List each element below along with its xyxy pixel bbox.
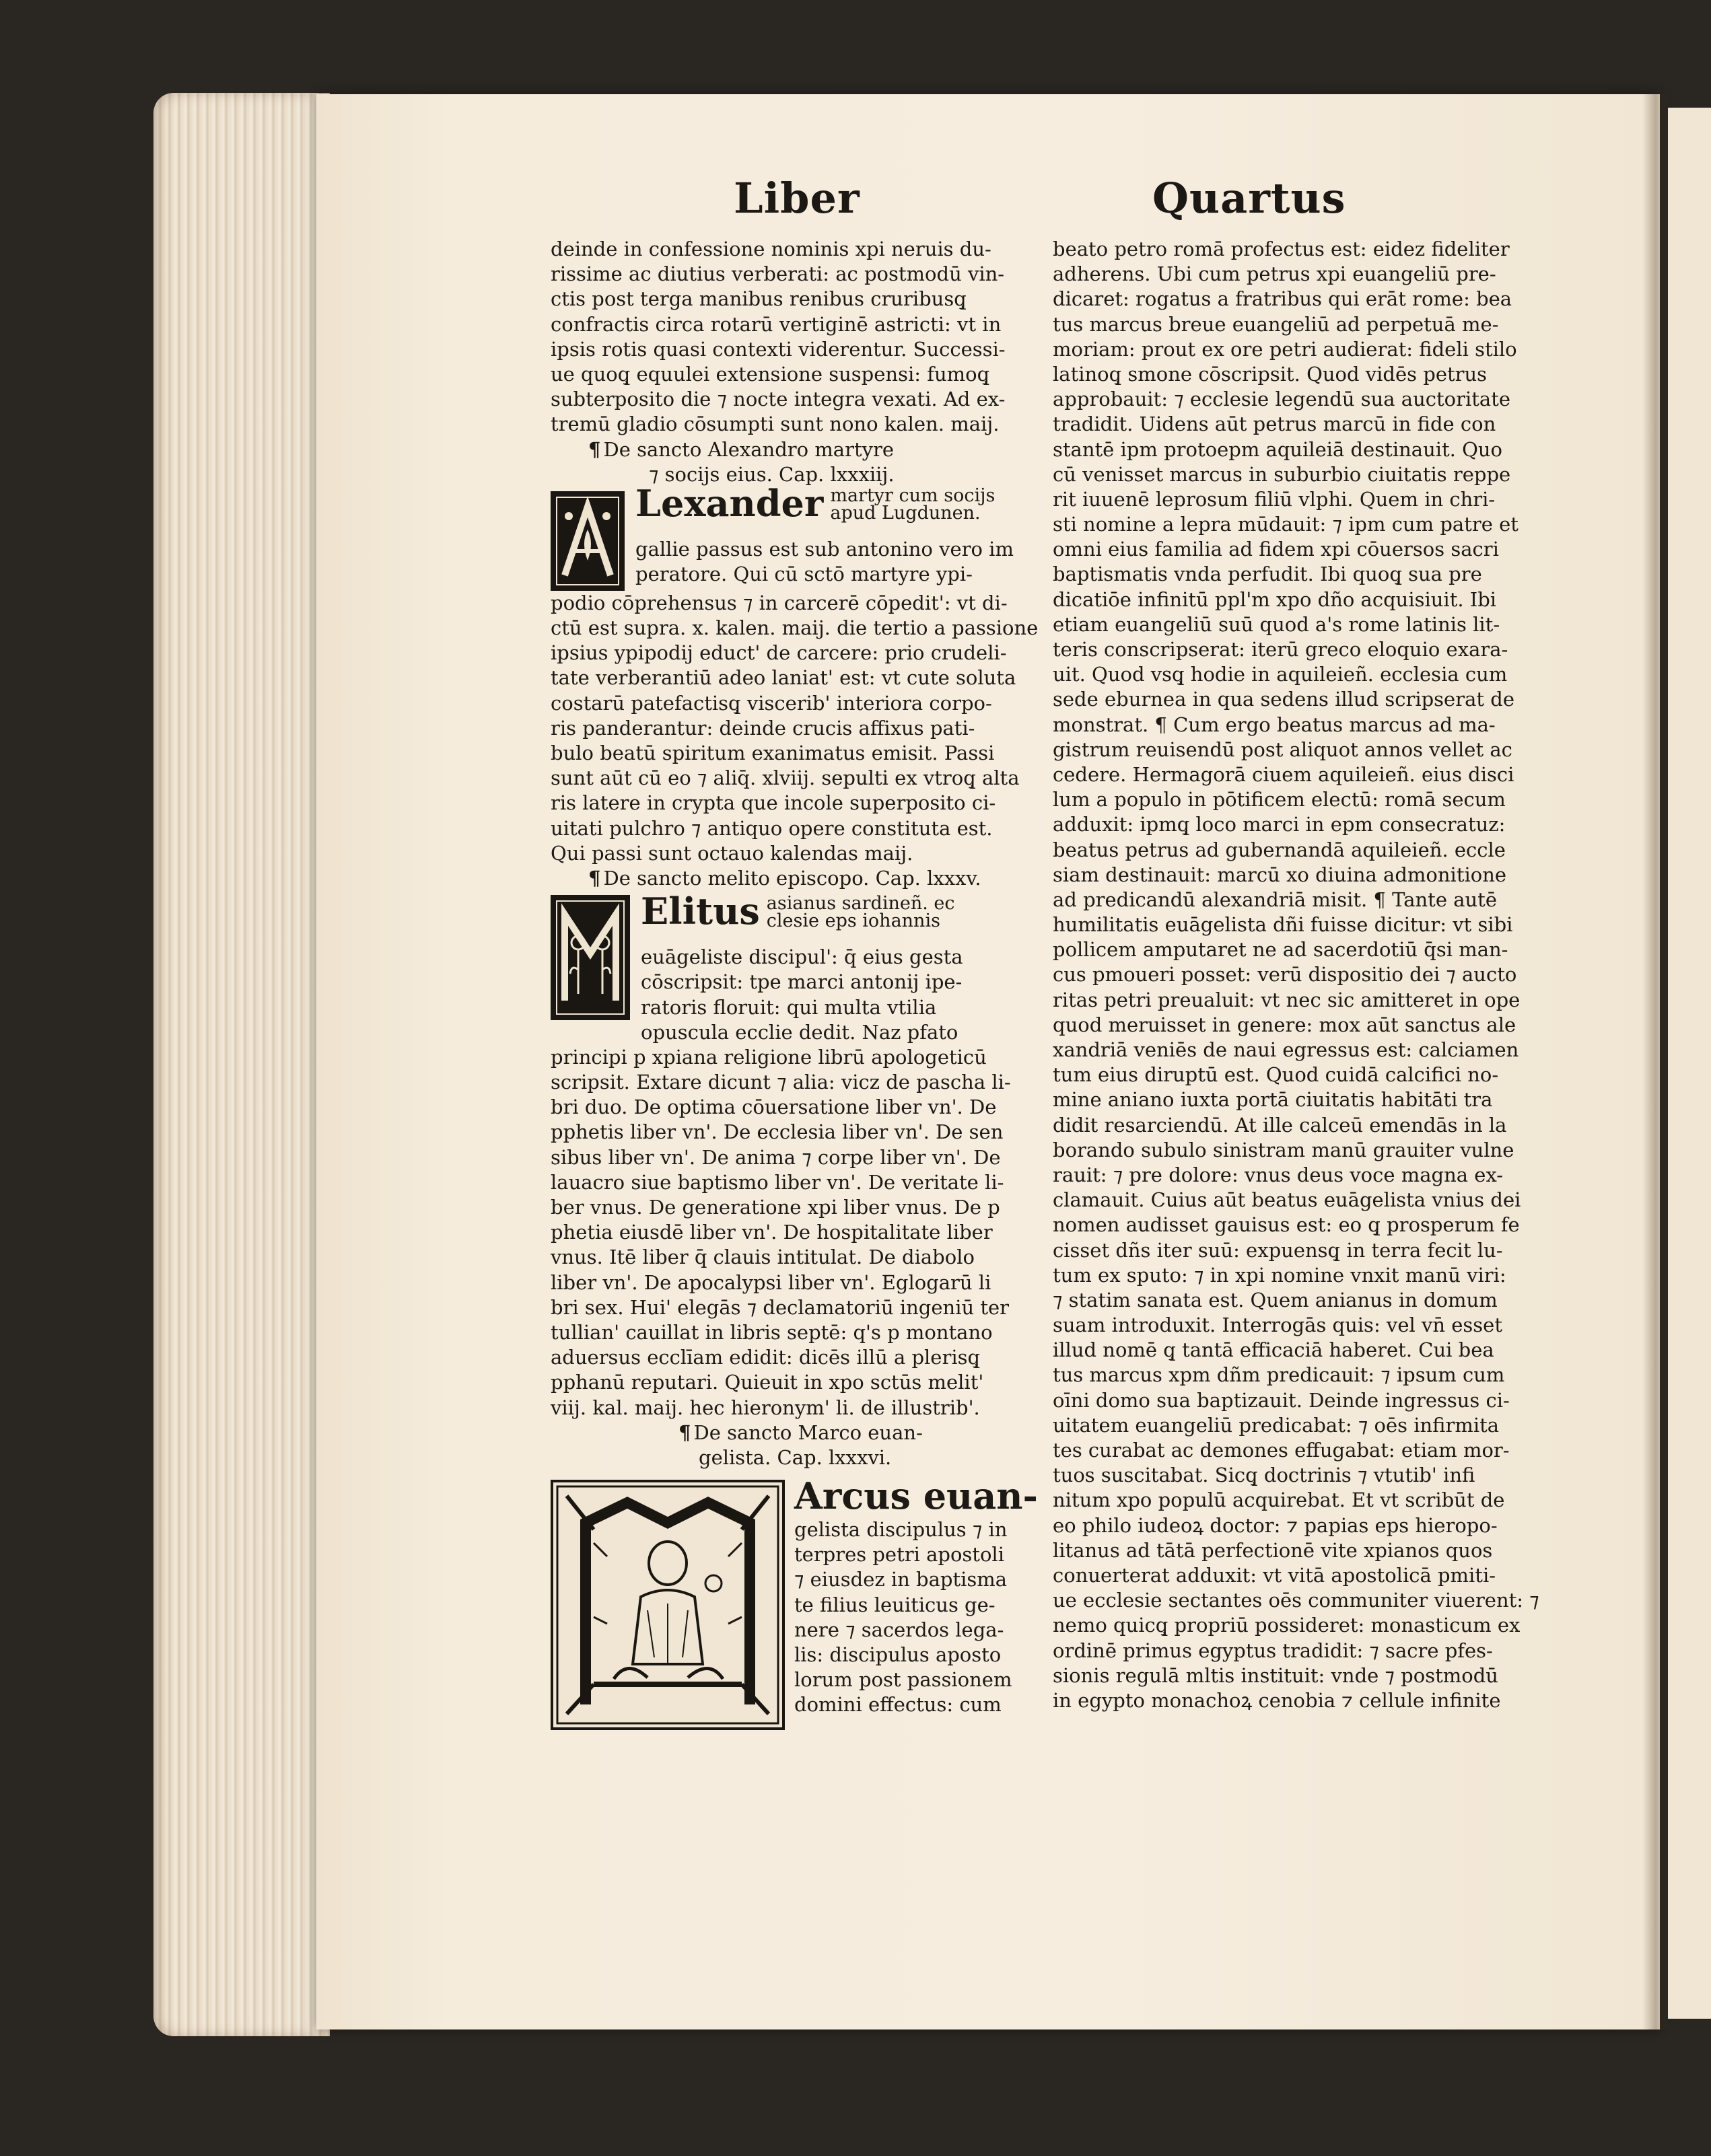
text-line: omni eius familia ad fidem xpi cōuersos sacri — [1053, 538, 1499, 561]
text-line: dicaret: rogatus a fratribus qui erāt rome: bea — [1053, 287, 1512, 311]
text-line: Qui passi sunt octauo kalendas maij. — [551, 841, 913, 865]
text-line: ordinē primus egyptus tradidit: ⁊ sacre pfes- — [1053, 1639, 1493, 1662]
text-line: pphanū reputari. Quieuit in xpo sctūs melit' — [551, 1371, 984, 1394]
text-line: gallie passus est sub antonino vero im — [635, 537, 1014, 561]
right-column — [1053, 237, 1591, 1713]
text-line: sede eburnea in qua sedens illud scripserat de — [1053, 688, 1514, 711]
text-line: vnus. Itē liber q̄ clauis intitulat. De diabolo — [551, 1246, 975, 1269]
text-line: monstrat. ¶ Cum ergo beatus marcus ad ma- — [1053, 713, 1496, 736]
text-line: terpres petri apostoli — [794, 1543, 1004, 1567]
woodcut-initial-m-evangelist-icon — [551, 1480, 785, 1730]
text-line: costarū patefactisq̧ viscerib' interiora corpo- — [551, 691, 992, 715]
text-line: illud nomē q̧ tantā efficaciā haberet. Cui bea — [1053, 1338, 1494, 1362]
text-line: clamauit. Cuius aūt beatus euāgelista vnius dei — [1053, 1188, 1521, 1212]
text-line: cisset dñs iter suū: expuensq̧ in terra fecit lu- — [1053, 1238, 1503, 1262]
text-line: ritas petri preualuit: vt nec sic amitteret in ope — [1053, 988, 1521, 1011]
text-line: nemo quicq̧ propriū possideret: monasticum ex — [1053, 1614, 1521, 1637]
text-line: sunt aūt cū eo ⁊ aliq̄. xlviij. sepulti ex vtroq̧ alta — [551, 766, 1020, 790]
text-line: eo philo iudeoꝝ doctor: ⁊ papias eps hieropo- — [1053, 1513, 1498, 1537]
text-line: ctū est supra. x. kalen. maij. die tertio a passione — [551, 616, 1039, 640]
text-line: viij. kal. maij. hec hieronym' li. de illustrib'. — [551, 1396, 980, 1419]
text-line: ber vnus. De generatione xpi liber vnus. De p — [551, 1196, 1000, 1219]
chapter-number: gelista. Cap. lxxxvi. — [699, 1445, 892, 1469]
text-line: sionis regulā mltis instituit: vnde ⁊ postmodū — [1053, 1663, 1498, 1687]
text-line: uitati pulchro ⁊ antiquo opere constituta est. — [551, 816, 993, 840]
chapter-number: ⁊ socijs eius. Cap. lxxxiij. — [649, 462, 895, 486]
left-column — [551, 237, 1063, 1730]
text-line: stantē ipm protoepm aquileiā destinauit. Quo — [1053, 437, 1503, 461]
text-line: lauacro siue baptismo liber vn'. De veritate li- — [551, 1170, 1004, 1194]
text-line: aduersus ecclīam edidit: dicēs illū a plerisq̧ — [551, 1346, 981, 1369]
chapter-rubric: ¶ De sancto melito episcopo. Cap. lxxxv. — [588, 866, 981, 890]
text-line: beatus petrus ad gubernandā aquileieñ. eccle — [1053, 838, 1506, 861]
text-line: subterposito die ⁊ nocte integra vexati. Ad ex- — [551, 388, 1006, 411]
text-line: confractis circa rotarū vertiginē astricti: vt in — [551, 312, 1002, 336]
running-head-left: Liber — [734, 174, 860, 223]
text-line: tremū gladio cōsumpti sunt nono kalen. maij. — [551, 412, 1000, 436]
text-line: cus pmoueri posset: verū dispositio dei ⁊ aucto — [1053, 963, 1517, 986]
text-line: approbauit: ⁊ ecclesie legendū sua auctoritate — [1053, 388, 1511, 411]
text-line: ratoris floruit: qui multa vtilia — [641, 995, 937, 1019]
text-line: bri duo. De optima cōuersatione liber vn'. De — [551, 1095, 997, 1119]
decorated-initial-a-icon — [551, 491, 625, 591]
text-line: tum ex sputo: ⁊ in xpi nomine vnxit manū viri: — [1053, 1263, 1506, 1287]
text-line: uit. Quod vsq̧ hodie in aquileieñ. ecclesia cum — [1053, 663, 1508, 686]
text-line: lum a populo in pōtificem electū: romā secum — [1053, 788, 1506, 812]
text-line: euāgeliste discipul': q̄ eius gesta — [641, 945, 963, 969]
text-line: uitatem euangeliū predicabat: ⁊ oēs infirmita — [1053, 1413, 1500, 1437]
text-line: beato petro romā profectus est: eidez fideliter — [1053, 238, 1510, 260]
text-line: principi p xpiana religione librū apologeticū — [551, 1045, 987, 1069]
text-line: etiam euangeliū suū quod a's rome latinis lit- — [1053, 612, 1500, 636]
text-line: oīni domo sua baptizauit. Deinde ingressus ci- — [1053, 1388, 1510, 1412]
pilcrow-icon: ¶ — [678, 1421, 691, 1444]
text-line: gelista discipulus ⁊ in — [794, 1518, 1008, 1542]
heading-continuation: clesie eps iohannis — [766, 910, 940, 932]
book-page-edges — [153, 93, 330, 2036]
text-line: in egypto monachoꝝ cenobia ⁊ cellule infinite — [1053, 1688, 1501, 1712]
text-line: tradidit. Uidens aūt petrus marcū in fide con — [1053, 412, 1496, 436]
decorated-initial-m-icon — [551, 895, 630, 1020]
text-line: phetia eiusdē liber vn'. De hospitalitate liber — [551, 1221, 993, 1244]
text-line: nitum xpo populū acquirebat. Et vt scribūt de — [1053, 1488, 1505, 1512]
text-line: didit resarciendū. At ille calceū emendās in la — [1053, 1113, 1507, 1137]
text-line: mine aniano iuxta portā ciuitatis habitāti tra — [1053, 1088, 1493, 1112]
text-line: opuscula ecclie dedit. Naz pfato — [641, 1020, 958, 1044]
text-line: scripsit. Extare dicunt ⁊ alia: vicz de pascha li- — [551, 1071, 1011, 1094]
text-line: teris conscripserat: iterū greco eloquio exara- — [1053, 638, 1508, 661]
alexander-section — [551, 481, 1063, 591]
text-line: borando subulo sinistram manū grauiter vulne — [1053, 1138, 1514, 1161]
text-line: cedere. Hermagorā ciuem aquileieñ. eius disci — [1053, 762, 1514, 786]
chapter-rubric: ¶ De sancto Marco euan- — [678, 1421, 923, 1444]
text-line: pphetis liber vn'. De ecclesia liber vn'. De sen — [551, 1120, 1004, 1144]
text-line: rit iuuenē leprosum filiū vlphi. Quem in chri- — [1053, 487, 1496, 511]
text-line: tuos suscitabat. Sicq̧ doctrinis ⁊ vtutib' infi — [1053, 1464, 1475, 1487]
text-line: te filius leuiticus ge- — [794, 1593, 996, 1616]
text-line: ris panderantur: deinde crucis affixus pati- — [551, 716, 975, 740]
text-line: peratore. Qui cū sctō martyre ypi- — [635, 563, 973, 586]
text-line: rauit: ⁊ pre dolore: vnus deus voce magna ex- — [1053, 1163, 1504, 1186]
text-line: humilitatis euāgelista dñi fuisse dicitur: vt sibi — [1053, 913, 1513, 937]
text-line: dicatiōe infinitū ppl'm xpo dño acquisiuit. Ibi — [1053, 587, 1497, 611]
text-line: lis: discipulus aposto — [794, 1643, 1002, 1666]
text-line: tus marcus xpm dñm predicauit: ⁊ ipsum cum — [1053, 1363, 1505, 1387]
text-line: siam destinauit: marcū xo diuina admonitione — [1053, 863, 1507, 886]
text-line: lorum post passionem — [794, 1668, 1012, 1692]
text-line: tes curabat ac demones effugabat: etiam mor- — [1053, 1439, 1510, 1462]
text-line: deinde in confessione nominis xpi neruis du- — [551, 238, 991, 260]
text-line: pollicem amputaret ne ad sacerdotiū q̄si man- — [1053, 938, 1508, 962]
text-line: liber vn'. De apocalypsi liber vn'. Eglogarū li — [551, 1270, 991, 1294]
text-line: litanus ad tātā perfectionē vite xpianos quos — [1053, 1538, 1493, 1562]
text-line: bri sex. Hui' elegās ⁊ declamatoriū ingeniū ter — [551, 1295, 1010, 1319]
heading-continuation: martyr cum socijs — [830, 484, 996, 506]
text-line: domini effectus: cum — [794, 1693, 1002, 1717]
text-line: ue quoq̧ equulei extensione suspensi: fumoq̧ — [551, 362, 990, 386]
heading-continuation: asianus sardineñ. ec — [766, 893, 955, 914]
text-line: podio cōprehensus ⁊ in carcerē cōpedit': vt di- — [551, 591, 1008, 614]
text-block-opening — [551, 237, 1063, 437]
text-line: conuerterat adduxit: vt vitā apostolicā pmiti- — [1053, 1563, 1496, 1587]
text-line: adduxit: ipmq̧ loco marci in epm consecratuz: — [1053, 813, 1506, 836]
text-line: tullian' cauillat in libris septē: q's p montano — [551, 1320, 993, 1344]
pilcrow-icon: ¶ — [588, 437, 601, 461]
text-line: ue ecclesie sectantes oēs communiter viuerent: ⁊ — [1053, 1589, 1539, 1612]
book-gutter — [1642, 94, 1669, 2029]
text-line: suam introduxit. Interrogās quis: vel vn̄ esset — [1053, 1314, 1502, 1337]
chapter-rubric: ¶ De sancto Alexandro martyre — [588, 437, 895, 461]
text-line: ris latere in crypta que incole superposito ci- — [551, 791, 996, 815]
text-line: nere ⁊ sacerdos lega- — [794, 1618, 1004, 1641]
text-line: ctis post terga manibus renibus cruribusq̧ — [551, 287, 967, 311]
text-line: nomen audisset gauisus est: eo q̧ prosperum fe — [1053, 1213, 1520, 1237]
text-line: ⁊ statim sanata est. Quem anianus in domum — [1053, 1288, 1498, 1311]
text-line: cōscripsit: tpe marci antonij ipe- — [641, 970, 963, 994]
text-line: ad predicandū alexandriā misit. ¶ Tante autē — [1053, 888, 1497, 911]
text-line: quod meruisset in genere: mox aūt sanctus ale — [1053, 1013, 1516, 1036]
text-line: sibus liber vn'. De anima ⁊ corpe liber vn'. De — [551, 1145, 1001, 1169]
text-line: sti nomine a lepra mūdauit: ⁊ ipm cum patre et — [1053, 513, 1518, 536]
marcus-section — [551, 1474, 1063, 1730]
text-line: ipsis rotis quasi contexti viderentur. Successi- — [551, 337, 1006, 361]
text-line: tate verberantiū adeo laniat' est: vt cute soluta — [551, 666, 1016, 690]
text-line: ipsius ypipodij educt' de carcere: prio crudeli- — [551, 641, 1007, 665]
text-line: tum eius diruptū est. Quod cuidā calcifici no- — [1053, 1063, 1499, 1087]
text-line: cū venisset marcus in suburbio ciuitatis reppe — [1053, 462, 1511, 486]
text-line: baptismatis vnda perfudit. Ibi quoq̧ sua pre — [1053, 563, 1482, 586]
heading-continuation: apud Lugdunen. — [830, 502, 981, 524]
text-line: tus marcus breue euangeliū ad perpetuā me- — [1053, 312, 1499, 336]
facing-page-edge — [1668, 108, 1711, 2019]
text-line: moriam: prout ex ore petri audierat: fideli stilo — [1053, 337, 1517, 361]
melito-section — [551, 890, 1063, 1045]
text-line: bulo beatū spiritum exanimatus emisit. Passi — [551, 742, 995, 764]
text-line: gistrum reuisendū post aliquot annos vellet ac — [1053, 738, 1512, 761]
text-line: rissime ac diutius verberati: ac postmodū vin- — [551, 262, 1005, 286]
running-head-right: Quartus — [1152, 174, 1346, 223]
pilcrow-icon: ¶ — [588, 866, 601, 890]
text-line: adherens. Ubi cum petrus xpi euangeliū pre- — [1053, 262, 1496, 286]
section-heading: Lexander — [635, 481, 824, 525]
text-line: latinoq̧ smone cōscripsit. Quod vidēs petrus — [1053, 362, 1488, 386]
text-line: ⁊ eiusdez in baptisma — [794, 1568, 1008, 1591]
section-heading: Elitus — [641, 890, 760, 933]
section-heading: Arcus euan- — [794, 1474, 1038, 1518]
text-line: xandriā veniēs de naui egressus est: calciamen — [1053, 1038, 1519, 1061]
